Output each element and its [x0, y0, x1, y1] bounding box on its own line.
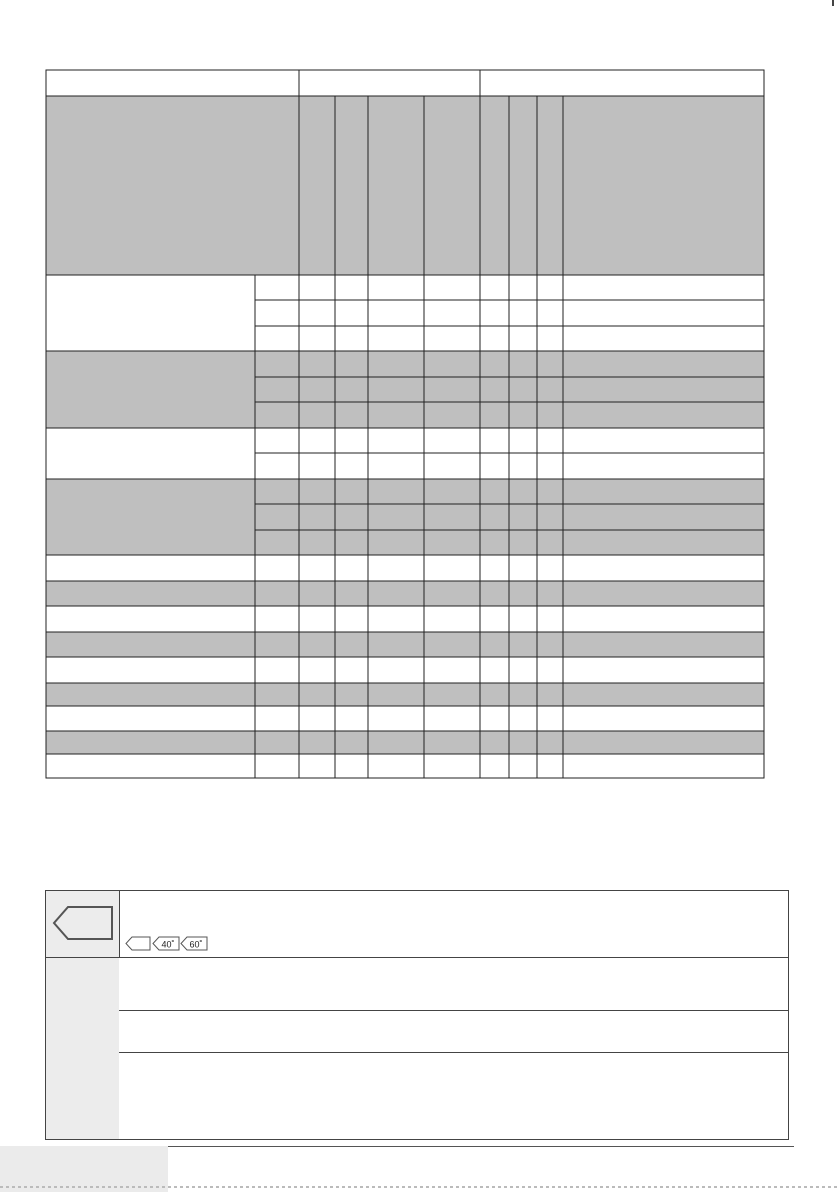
tag-label-icon — [46, 891, 119, 957]
badge-40-label: 40˚ — [161, 939, 175, 950]
care-label-badges — [124, 935, 208, 953]
row-shade-a — [46, 581, 764, 606]
footer-dash-strip — [0, 1186, 840, 1188]
info-note-box — [45, 890, 789, 1140]
note-divider-3 — [119, 1052, 788, 1053]
row-shade-b — [46, 632, 764, 657]
note-divider-1 — [46, 957, 788, 958]
note-divider-vertical — [119, 891, 120, 957]
badge-60-label: 60˚ — [189, 939, 203, 950]
row-group-shade-2 — [46, 351, 764, 428]
row-shade-d — [46, 731, 764, 754]
row-shade-c — [46, 683, 764, 706]
note-icon-cell — [46, 891, 119, 957]
note-divider-2 — [119, 1010, 788, 1011]
table-header-shade — [46, 96, 764, 275]
row-group-shade-4 — [46, 479, 764, 555]
